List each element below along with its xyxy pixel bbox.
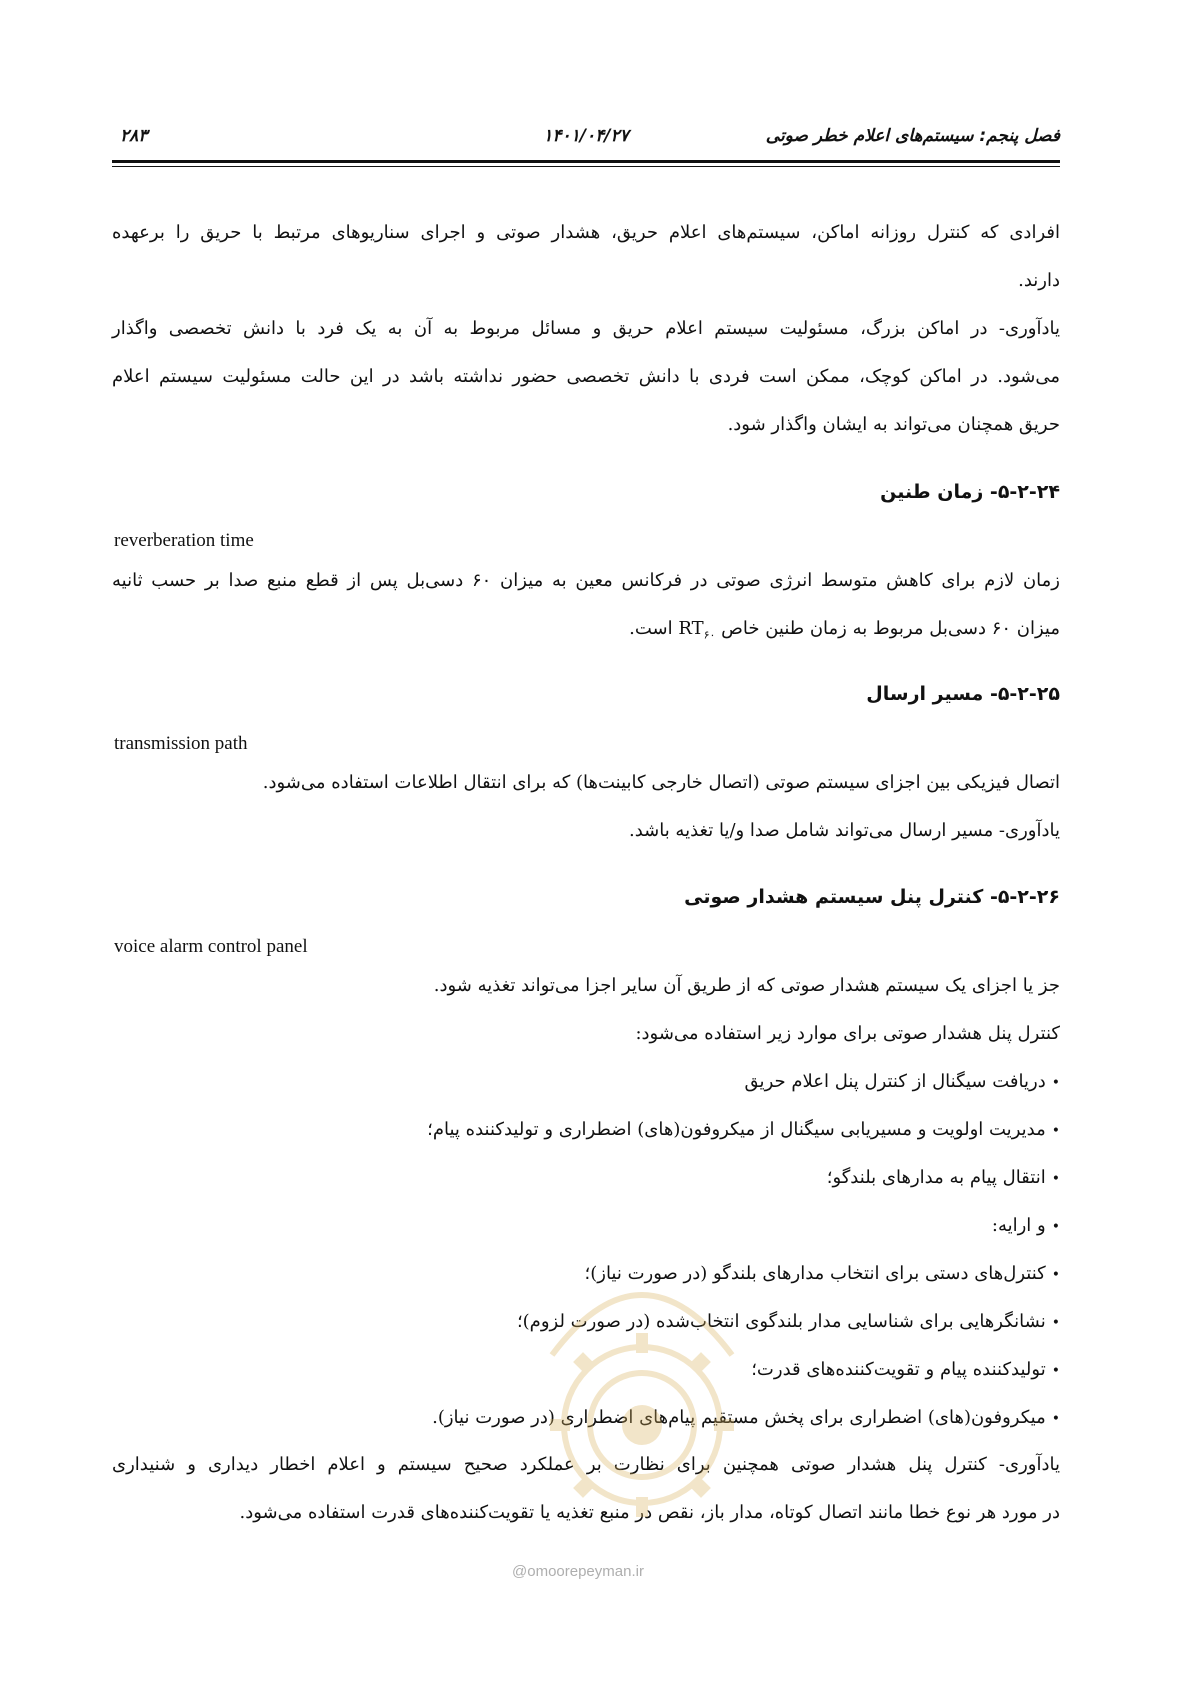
list-item [427,1119,1060,1140]
bullet-icon: • [1051,1267,1060,1283]
section-24-line-2-end: است. [629,618,679,639]
chapter-title: فصل پنجم: سیستم‌های اعلام خطر صوتی [765,126,1060,146]
list-item [751,1359,1060,1380]
list-item-text: مدیریت اولویت و مسیریابی سیگنال از میکروفون(های) اضطراری و تولیدکننده پیام؛ [427,1119,1046,1140]
section-25-note: یادآوری- مسیر ارسال می‌تواند شامل صدا و/یا تغذیه باشد. [628,820,1060,841]
page-header [112,118,1060,154]
header-date: ۱۴۰۱/۰۴/۲۷ [543,126,629,146]
section-26-note-line-1: یادآوری- کنترل پنل هشدار صوتی همچنین برای نظارت بر عملکرد صحیح سیستم و اعلام اخطار دیداری و شنیداری [112,1454,1060,1475]
list-item-text: و ارایه: [991,1215,1046,1236]
section-25-line-1: اتصال فیزیکی بین اجزای سیستم صوتی (اتصال خارجی کابینت‌ها) که برای انتقال اطلاعات استفاده می‌شود. [262,772,1060,793]
section-heading-25: ۵-۲-۲۵- مسیر ارسال [866,683,1060,705]
page-number: ۲۸۳ [120,126,148,146]
list-item [992,1215,1060,1236]
list-item [745,1071,1060,1092]
section-26-line-2: کنترل پنل هشدار صوتی برای موارد زیر استفاده می‌شود: [635,1023,1060,1044]
header-rule-thin [112,166,1060,167]
bullet-icon: • [1051,1411,1060,1427]
bullet-icon: • [1051,1363,1060,1379]
english-term-25: transmission path [114,733,248,754]
intro-note-line-3: حریق همچنان می‌تواند به ایشان واگذار شود. [727,414,1060,435]
section-26-line-1: جز یا اجزای یک سیستم هشدار صوتی که از طریق آن سایر اجزا می‌تواند تغذیه شود. [433,975,1060,996]
list-item-text: تولیدکننده پیام و تقویت‌کننده‌های قدرت؛ [751,1359,1046,1380]
bullet-icon: • [1051,1219,1060,1235]
section-24-line-2 [112,618,1060,642]
rt-subscript: ۶۰ [703,628,716,642]
section-heading-26: ۵-۲-۲۶- کنترل پنل سیستم هشدار صوتی [684,886,1060,908]
section-24-line-1: زمان لازم برای کاهش متوسط انرژی صوتی در فرکانس معین به میزان ۶۰ دسی‌بل پس از قطع منبع صدا بر حسب ثانیه [112,570,1060,591]
rt-symbol: RT [678,618,704,639]
list-item-text: انتقال پیام به مدارهای بلندگو؛ [826,1167,1046,1188]
english-term-26: voice alarm control panel [114,936,308,957]
english-term-24: reverberation time [114,530,254,551]
intro-note-line-1: یادآوری- در اماکن بزرگ، مسئولیت سیستم اعلام حریق و مسائل مربوط به آن به یک فرد با دانش تخصصی واگذار [112,318,1060,339]
bullet-icon: • [1051,1315,1060,1331]
section-24-line-2-start: میزان ۶۰ دسی‌بل مربوط به زمان طنین خاص [715,618,1060,639]
intro-line-2: دارند. [1018,270,1060,291]
section-heading-24: ۵-۲-۲۴- زمان طنین [880,481,1060,503]
watermark-url: @omoorepeyman.ir [512,1563,644,1580]
list-item-text: نشانگرهایی برای شناسایی مدار بلندگوی انتخاب‌شده (در صورت لزوم)؛ [516,1311,1046,1332]
gear-seal-icon [512,1205,772,1545]
bullet-icon: • [1051,1123,1060,1139]
list-item-text: میکروفون(های) اضطراری برای پخش مستقیم پیام‌های اضطراری (در صورت نیاز). [432,1407,1046,1428]
bullet-icon: • [1051,1075,1060,1091]
intro-note-line-2: می‌شود. در اماکن کوچک، ممکن است فردی با دانش تخصصی حضور نداشته باشد در این حالت مسئولیت سیستم اعلام [112,366,1060,387]
bullet-icon: • [1051,1171,1060,1187]
header-rule-thick [112,160,1060,163]
rt60-symbol [678,618,716,642]
section-26-note-line-2: در مورد هر نوع خطا مانند اتصال کوتاه، مدار باز، نقص در منبع تغذیه یا تقویت‌کننده‌های قدرت استفاده می‌شود. [239,1502,1060,1523]
intro-line-1: افرادی که کنترل روزانه اماکن، سیستم‌های اعلام حریق، هشدار صوتی و اجرای سناریوهای مرتبط با حریق را برعهده [112,222,1060,243]
list-item-text: کنترل‌های دستی برای انتخاب مدارهای بلندگو (در صورت نیاز)؛ [584,1263,1046,1284]
list-item-text: دریافت سیگنال از کنترل پنل اعلام حریق [744,1071,1046,1092]
list-item [827,1167,1060,1188]
